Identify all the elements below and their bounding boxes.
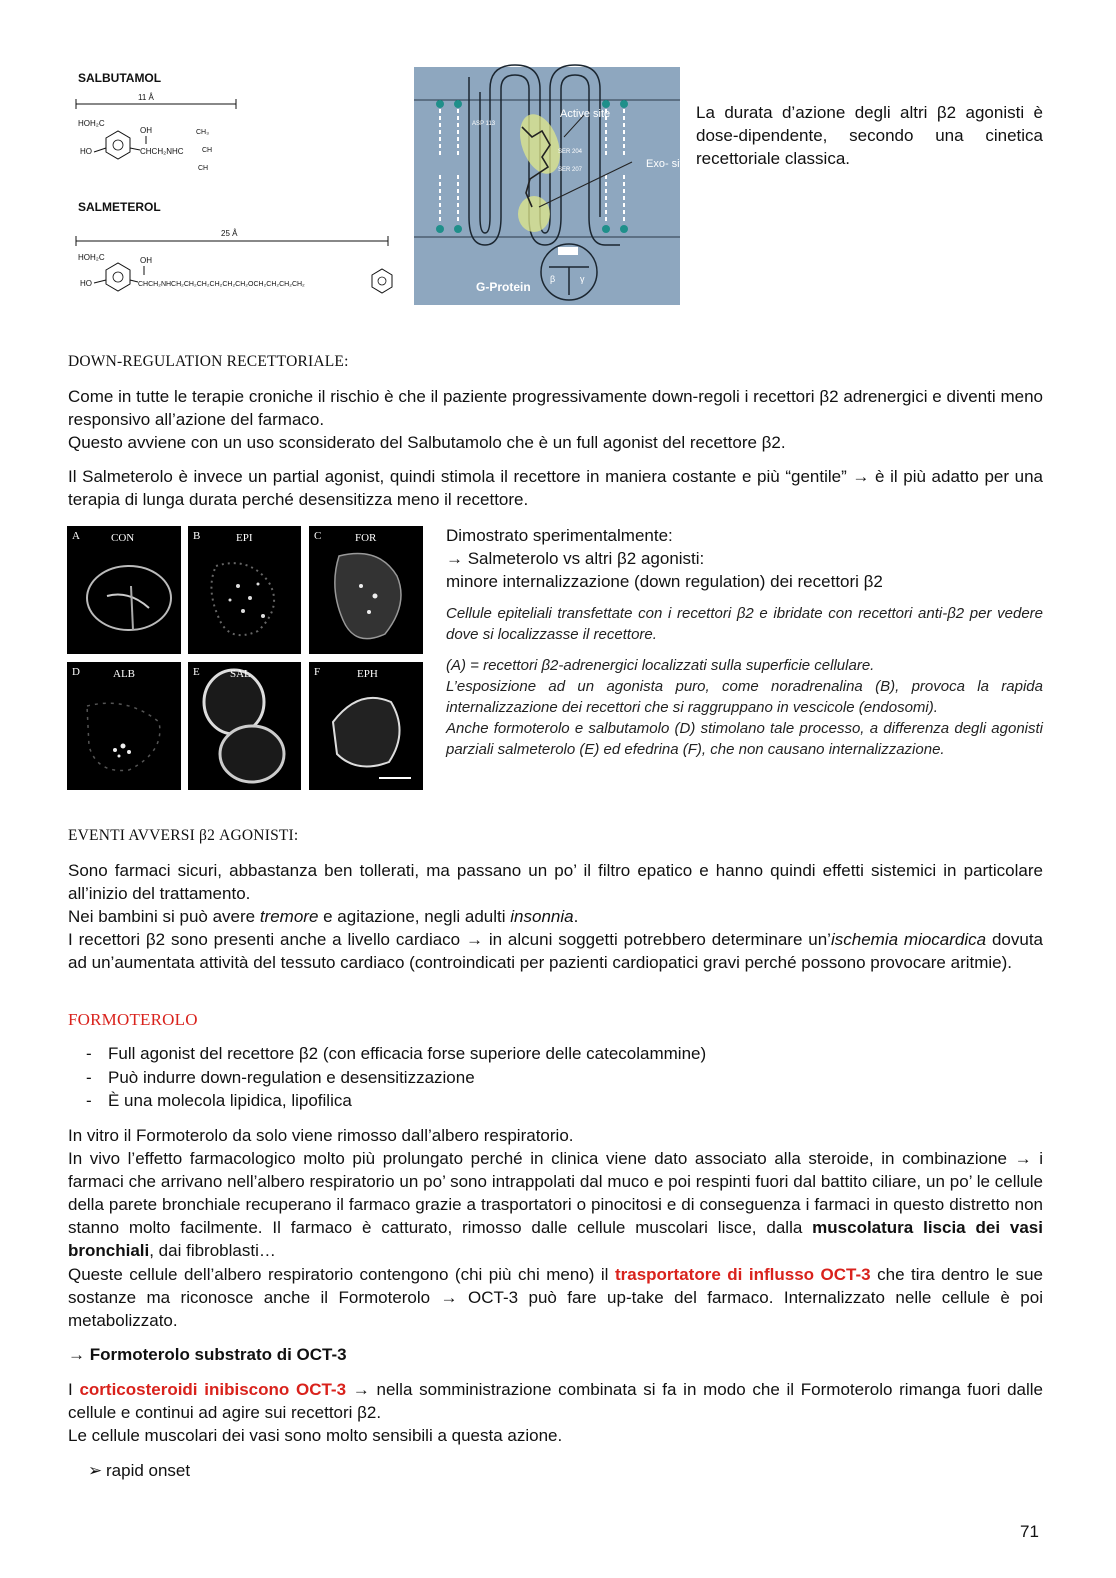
svg-text:CH: CH xyxy=(198,165,209,172)
salmeterol-title: SALMETEROL xyxy=(78,200,161,214)
panel-d-letter: D xyxy=(72,666,80,678)
micrograph-panel-e xyxy=(188,662,301,790)
downreg-paragraph-1: Come in tutte le terapie croniche il rischio è che il paziente progressivamente down-regoli i recettori β2 adrenergici e diventi meno responsivo all’azione del farmaco. xyxy=(68,387,1043,429)
experiment-caption-1: Cellule epiteliali transfettate con i recettori β2 e ibridate con recettori anti-β2 per vedere dove si localizzasse il recettore. xyxy=(446,605,1043,643)
salbutamol-chain: CHCH₂NHC xyxy=(140,147,184,156)
salmeterol-sub2: HO xyxy=(80,279,92,288)
panel-e-letter: E xyxy=(193,666,200,678)
formoterolo-paragraph-4: I corticosteroidi inibiscono OCT-3 → nella somministrazione combinata si fa in modo che il Formoterolo rimanga fuori dalle cellule e continui ad agire sui recettori β2. xyxy=(68,1380,1043,1422)
salbutamol-ch3: CH₃ xyxy=(196,129,209,136)
panel-e-label: SAL xyxy=(230,668,251,680)
downreg-paragraph-2: Il Salmeterolo è invece un partial agonist, quindi stimola il recettore in maniera costante e più “gentile” → è il più adatto per una terapia di lunga durata perché desensitizza meno il recettore. xyxy=(68,467,1043,509)
salbutamol-title: SALBUTAMOL xyxy=(78,71,162,85)
panel-d-label: ALB xyxy=(113,668,135,680)
adverse-paragraph-1: Sono farmaci sicuri, abbastanza ben tollerati, ma passano un po’ il filtro epatico e hanno quindi effetti sistemici in particolare all’inizio del trattamento. xyxy=(68,861,1043,903)
micrograph-panel-f xyxy=(309,662,423,790)
bullet-item: - Full agonist del recettore β2 (con efficacia forse superiore delle catecolammine) xyxy=(86,1042,706,1066)
salbutamol-oh: OH xyxy=(140,126,152,135)
micrograph-panel-d xyxy=(67,662,181,790)
salbutamol-sub2: HO xyxy=(80,147,92,156)
micrograph-panel-a xyxy=(67,526,181,654)
formoterolo-paragraph-5: Le cellule muscolari dei vasi sono molto sensibili a questa azione. xyxy=(68,1426,563,1445)
active-site-label: Active site xyxy=(560,108,611,120)
adverse-paragraph-3: I recettori β2 sono presenti anche a livello cardiaco → in alcuni soggetti potrebbero determinare un’ischemia miocardica dovuta ad un’aumentata attività del tessuto cardiaco (controindicati per pazienti cardiopatici gravi perché possono provocare aritmie). xyxy=(68,930,1044,972)
ser2-label: SER 207 xyxy=(558,167,583,173)
caption-2c: Anche formoterolo e salbutamolo (D) stimolano tale processo, a differenza degli agonisti parziali salmeterolo (E) ed efedrina (F), che non causano internalizzazione. xyxy=(446,720,1043,758)
adverse-heading: EVENTI AVVERSI β2 AGONISTI: xyxy=(68,827,299,844)
experiment-text xyxy=(446,524,1043,593)
caption-2b: L’esposizione ad un agonista puro, come noradrenalina (B), provoca la rapida internalizzazione dei recettori che si raggruppano in vescicole (endosomi). xyxy=(446,678,1043,716)
intro-paragraph: La durata d’azione degli altri β2 agonisti è dose-dipendente, secondo una cinetica recettoriale classica. xyxy=(696,103,1043,168)
adverse-paragraph-2: Nei bambini si può avere tremore e agitazione, negli adulti insonnia. xyxy=(68,907,579,926)
formoterolo-paragraph-3: Queste cellule dell’albero respiratorio contengono (chi più chi meno) il trasportatore di influsso OCT-3 che tira dentro le sue sostanze ma riconosce anche il Formoterolo → OCT-3 può fare up-take del farmaco. Internalizzato nelle cellule è poi metabolizzato. xyxy=(68,1265,1044,1330)
formoterolo-paragraph-2: In vivo l’effetto farmacologico molto più prolungato perché in clinica viene dato associato alla steroide, in combinazione → i farmaci che arrivano nell’albero respiratorio un po’ sono intrappolati dal muco e poi respinti fuori dal battito ciliare, un po’ le cellule della parete bronchiale recuperano il farmaco grazie a trasportatori o pinocitosi e di conseguenza i farmaci in questo distretto non stanno molto facilmente. Il farmaco è catturato, rimosso dalle cellule muscolari lisce, dalla muscolatura liscia dei vasi bronchiali, dai fibroblasti… xyxy=(68,1149,1043,1260)
panel-c-letter: C xyxy=(314,530,322,542)
panel-f-label: EPH xyxy=(357,668,378,680)
salbutamol-sub1: HOH₂C xyxy=(78,119,105,128)
salmeterol-chain: CHCH₂NHCH₂CH₂CH₂CH₂CH₂CH₂OCH₂CH₂CH₂CH₂ xyxy=(138,281,305,288)
panel-a-label: CON xyxy=(111,532,135,544)
panel-a-letter: A xyxy=(72,530,80,542)
bullet-item: - Può indurre down-regulation e desensitizzazione xyxy=(86,1066,706,1090)
chemical-structures-figure xyxy=(66,64,406,304)
salmeterol-length: 25 Å xyxy=(221,229,238,238)
gamma-subunit-label: γ xyxy=(580,274,585,284)
formoterolo-heading: FORMOTEROLO xyxy=(68,1010,198,1029)
micrograph-panel-b xyxy=(188,526,301,654)
beta-subunit-label: β xyxy=(550,274,556,284)
exo-site-label: Exo- site xyxy=(646,158,689,170)
downreg-paragraph-1b: Questo avviene con un uso sconsiderato del Salbutamolo che è un full agonist del recettore β2. xyxy=(68,433,786,452)
asp-label: ASP 113 xyxy=(472,121,496,127)
rapid-onset-item: ➢ rapid onset xyxy=(88,1461,191,1480)
arrow-bullet-icon: ➢ xyxy=(88,1461,103,1480)
salbutamol-length: 11 Å xyxy=(138,93,154,102)
caption-2a: (A) = recettori β2-adrenergici localizzati sulla superficie cellulare. xyxy=(446,657,875,674)
beta2-receptor-diagram xyxy=(414,67,689,305)
panel-f-letter: F xyxy=(314,666,321,678)
formoterolo-paragraph-1: In vitro il Formoterolo da solo viene rimosso dall’albero respiratorio. xyxy=(68,1126,574,1145)
ser1-label: SER 204 xyxy=(558,149,583,155)
micrograph-panel-c xyxy=(309,526,423,654)
salmeterol-sub1: HOH₂C xyxy=(78,253,105,262)
g-protein-label: G-Protein xyxy=(476,280,531,294)
experiment-line-3: minore internalizzazione (down regulation) dei recettori β2 xyxy=(446,572,883,591)
downreg-heading: DOWN-REGULATION RECETTORIALE: xyxy=(68,353,349,370)
micrograph-grid xyxy=(67,526,423,790)
formoterolo-bullets xyxy=(86,1042,706,1113)
page-number: 71 xyxy=(1020,1522,1039,1541)
experiment-line-1: Dimostrato sperimentalmente: xyxy=(446,526,673,545)
bullet-item: - È una molecola lipidica, lipofilica xyxy=(86,1089,706,1113)
oct3-heading: → Formoterolo substrato di OCT-3 xyxy=(68,1345,347,1364)
panel-b-letter: B xyxy=(193,530,201,542)
panel-b-label: EPI xyxy=(236,532,253,544)
svg-text:CH: CH xyxy=(202,147,213,154)
panel-c-label: FOR xyxy=(355,532,377,544)
experiment-caption-2 xyxy=(446,655,1043,760)
experiment-line-2: → Salmeterolo vs altri β2 agonisti: xyxy=(446,549,705,568)
salmeterol-oh: OH xyxy=(140,256,152,265)
